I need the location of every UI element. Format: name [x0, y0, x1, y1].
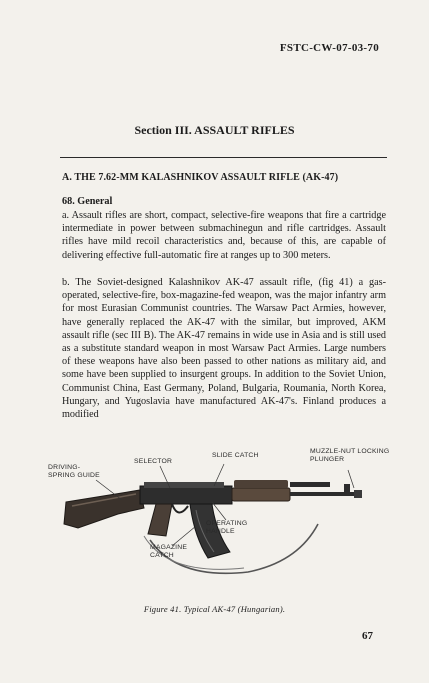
driving-spring-guide-label: DRIVING-SPRING GUIDE: [48, 464, 100, 479]
document-id: FSTC-CW-07-03-70: [279, 42, 379, 54]
paragraph-b: b. The Soviet-designed Kalashnikov AK-47 assault rifle, (fig 41) a gas-operated, selective-fire, box-magazine-fed weapon, was the major infantry arm for most Eurasian Communist countries. The Warsaw Pact Armies, however, have generally replaced the AK-47 with the similar, but improved, AKM assault rifle (sec III B). The AK-47 remains in wide use in Asia and is still used as a substitute standard weapon in most Warsaw Pact Armies. Large numbers of these weapons have also been passed to other nations as military aid, and some have been supplied to insurgent groups. In addition to the Soviet Union, Communist China, East Germany, Poland, Bulgaria, Roumania, North Korea, Hungary, and Yugoslavia have manufactured AK-47's. Finland produces a modified: [62, 277, 386, 421]
magazine-catch-label: MAGAZINE CATCH: [150, 544, 188, 559]
selector-label: SELECTOR: [134, 458, 173, 465]
muzzle-nut-locking-plunger-label: MUZZLE-NUT LOCKING PLUNGER: [310, 448, 390, 463]
section-divider: [60, 157, 387, 158]
subsection-title: A. THE 7.62-MM KALASHNIKOV ASSAULT RIFLE (AK-47): [62, 172, 339, 183]
figure-caption: Figure 41. Typical AK-47 (Hungarian).: [143, 604, 286, 614]
page-number: 67: [362, 630, 373, 642]
operating-handle-label: OPERATING HANDLE: [206, 520, 248, 535]
paragraph-heading: 68. General: [62, 196, 113, 207]
paragraph-a: a. Assault rifles are short, compact, selective-fire weapons that fire a cartridge intermediate in power between submachinegun and rifle cartridges. Assault rifles have mild recoil characteristics and, because of this, are capable of delivering effective full-automatic fire at ranges up to 300 meters.: [62, 210, 386, 261]
slide-catch-label: SLIDE CATCH: [212, 452, 259, 459]
rifle-figure: [48, 440, 388, 590]
section-title: Section III. ASSAULT RIFLES: [134, 123, 295, 137]
